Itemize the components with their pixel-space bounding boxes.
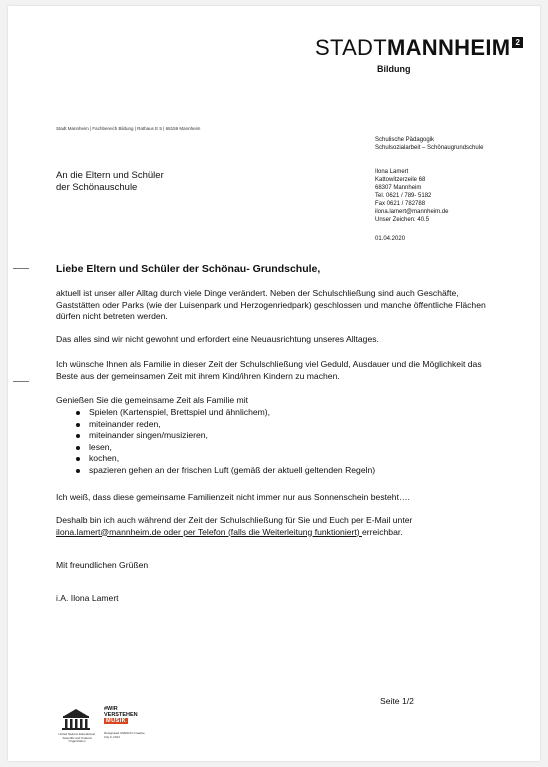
list-item: spazieren gehen an der frischen Luft (gemäß der aktuell geltenden Regeln) [74, 465, 375, 477]
paragraph: Deshalb bin ich auch während der Zeit der Schulschließung für Sie und Euch per E-Mail unter ilona.lamert@mannheim.de oder per Telefon (falls die Weiterleitung funktioniert) erreichbar. [56, 515, 413, 537]
logo-subtitle: Bildung [377, 64, 411, 74]
paragraph: aktuell ist unser aller Alltag durch viele Dinge verändert. Neben der Schulschließung sind auch Geschäfte, Gaststätten oder Parks (wie der Luisenpark und Herzogenriedpark) geschlossen und manche öffentliche Flächen dürfen nicht betreten werden. [56, 288, 486, 321]
list-item: kochen, [74, 453, 375, 465]
department-block: Schulische Pädagogik Schulsozialarbeit – Schönaugrundschule [375, 137, 484, 151]
list-item: miteinander reden, [74, 419, 375, 431]
paragraph: Ich wünsche Ihnen als Familie in dieser Zeit der Schulschließung viel Geduld, Ausdauer und die Möglichkeit das Beste aus der gemeinsamen Zeit mit ihrem Kind/ihren Kindern zu machen. [56, 359, 482, 381]
fold-mark [13, 381, 29, 382]
list-item: Spielen (Kartenspiel, Brettspiel und ähnlichem), [74, 407, 375, 419]
creative-city-caption: Designated UNESCO Creative City in 2014 [104, 731, 145, 739]
letter-page [8, 6, 540, 761]
page-number: Seite 1/2 [380, 696, 414, 706]
city-logo: STADTMANNHEIM 2 [315, 36, 523, 60]
letter-date: 01.04.2020 [375, 236, 406, 242]
email-link[interactable]: ilona.lamert@mannheim.de oder per Telefon (falls die Weiterleitung funktioniert) [56, 526, 363, 537]
recipient-address: An die Eltern und Schüler der Schönauschule [56, 170, 164, 193]
logo-superscript: 2 [512, 37, 523, 48]
contact-block: Ilona Lamert Kattowitzerzeile 68 68307 Mannheim Tel. 0621 / 789- 5182 Fax 0621 / 782788 ilona.lamert@mannheim.de Unser Zeichen: 40.5 [375, 169, 449, 223]
signature: i.A. Ilona Lamert [56, 593, 119, 603]
paragraph: Ich weiß, dass diese gemeinsame Familienzeit nicht immer nur aus Sonnenschein besteht…. [56, 492, 410, 502]
activity-list [74, 407, 375, 476]
wir-verstehen-musik-logo: #WIR VERSTEHEN MUSIK [104, 706, 138, 724]
unesco-caption: United Nations Educational, Scientific and Cultural Organization [58, 732, 96, 744]
salutation: Liebe Eltern und Schüler der Schönau- Grundschule, [56, 263, 321, 275]
sender-line: Stadt Mannheim | Fachbereich Bildung | Rathaus E 5 | 68159 Mannheim [56, 126, 201, 131]
list-item: lesen, [74, 442, 375, 454]
list-intro: Genießen Sie die gemeinsame Zeit als Familie mit [56, 395, 249, 405]
paragraph: Das alles sind wir nicht gewohnt und erfordert eine Neuausrichtung unseres Alltages. [56, 334, 379, 344]
closing: Mit freundlichen Grüßen [56, 560, 149, 570]
list-item: miteinander singen/musizieren, [74, 430, 375, 442]
fold-mark [13, 268, 29, 269]
